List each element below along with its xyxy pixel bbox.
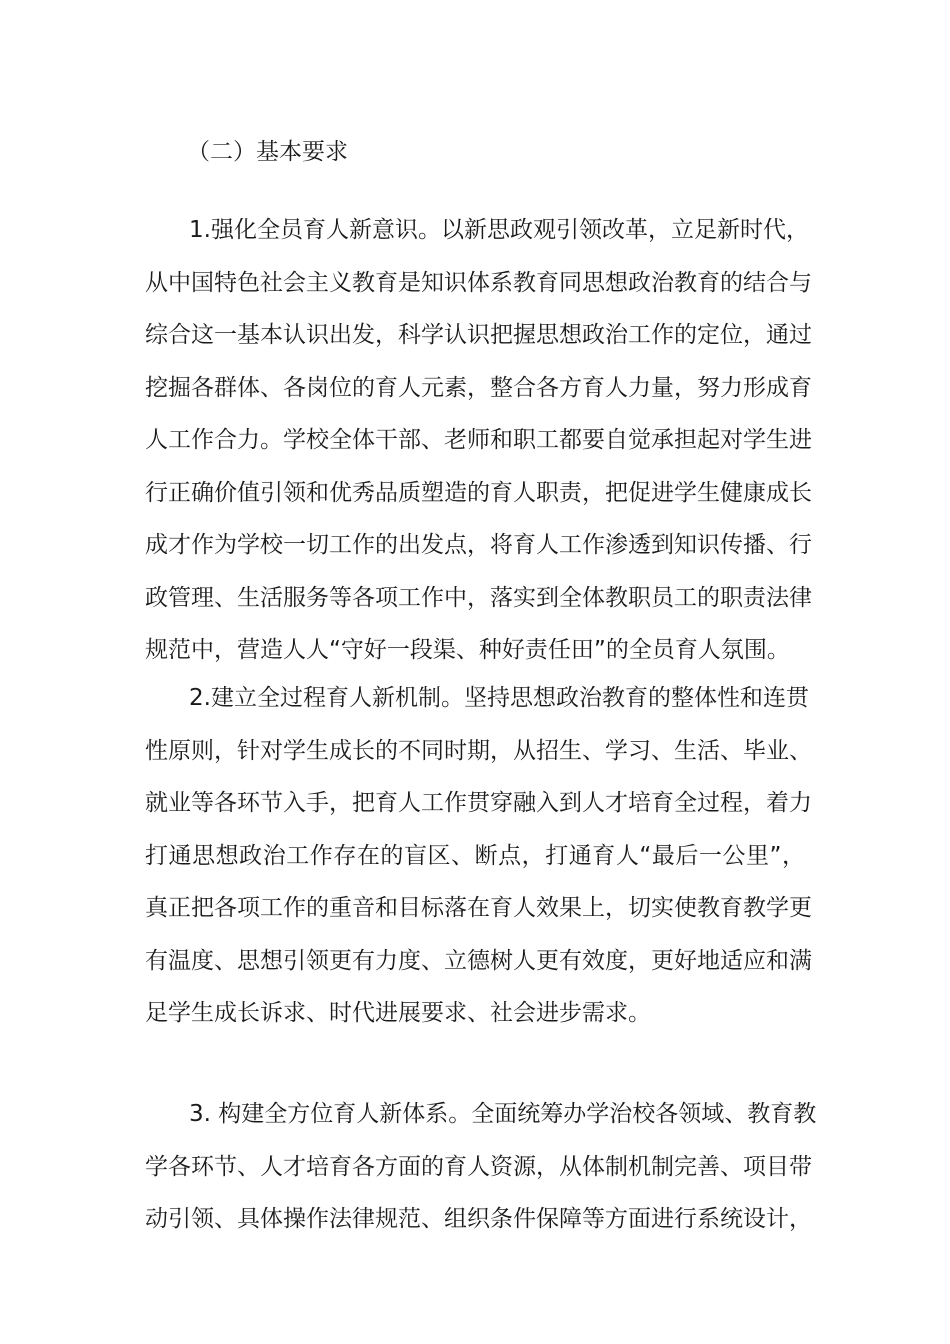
paragraph-line: 有温度、思想引领更有力度、立德树人更有效度，更好地适应和满 <box>145 947 812 974</box>
paragraph-line: 政管理、生活服务等各项工作中，落实到全体教职员工的职责法律 <box>145 584 812 611</box>
paragraph-line: 1.强化全员育人新意识。以新思政观引领改革，立足新时代， <box>189 217 809 243</box>
paragraph-line: 成才作为学校一切工作的出发点，将育人工作渗透到知识传播、行 <box>145 532 812 558</box>
paragraph-3 <box>145 1088 817 1246</box>
paragraph-line: 规范中，营造人人“守好一段渠、种好责任田”的全员育人氛围。 <box>145 637 790 663</box>
paragraph-line: 人工作合力。学校全体干部、老师和职工都要自觉承担起对学生进 <box>145 427 812 453</box>
paragraph-1 <box>145 204 812 677</box>
paragraph-line: 足学生成长诉求、时代进展要求、社会进步需求。 <box>145 1000 651 1026</box>
paragraph-line: 就业等各环节入手，把育人工作贯穿融入到人才培育全过程，着力 <box>145 790 812 816</box>
paragraph-line: 综合这一基本认识出发，科学认识把握思想政治工作的定位，通过 <box>145 322 812 348</box>
paragraph-line: 真正把各项工作的重音和目标落在育人效果上，切实使教育教学更 <box>145 895 812 921</box>
paragraph-line: 从中国特色社会主义教育是知识体系教育同思想政治教育的结合与 <box>145 269 812 296</box>
paragraph-line: 2.建立全过程育人新机制。坚持思想政治教育的整体性和连贯 <box>189 685 809 711</box>
paragraph-line: 学各环节、人才培育各方面的育人资源，从体制机制完善、项目带 <box>145 1153 812 1180</box>
paragraph-line: 动引领、具体操作法律规范、组织条件保障等方面进行系统设计， <box>145 1206 812 1232</box>
paragraph-line: 行正确价值引领和优秀品质塑造的育人职责，把促进学生健康成长 <box>145 479 812 506</box>
paragraph-line: 打通思想政治工作存在的盲区、断点，打通育人“最后一公里”， <box>145 842 805 869</box>
section-heading: （二）基本要求 <box>187 139 348 165</box>
paragraph-line: 3. 构建全方位育人新体系。全面统筹办学治校各领域、教育教 <box>189 1101 817 1127</box>
paragraph-line: 性原则，针对学生成长的不同时期，从招生、学习、生活、毕业、 <box>145 737 812 764</box>
paragraph-line: 挖掘各群体、各岗位的育人元素，整合各方育人力量，努力形成育 <box>145 374 812 401</box>
paragraph-2 <box>145 672 812 1040</box>
